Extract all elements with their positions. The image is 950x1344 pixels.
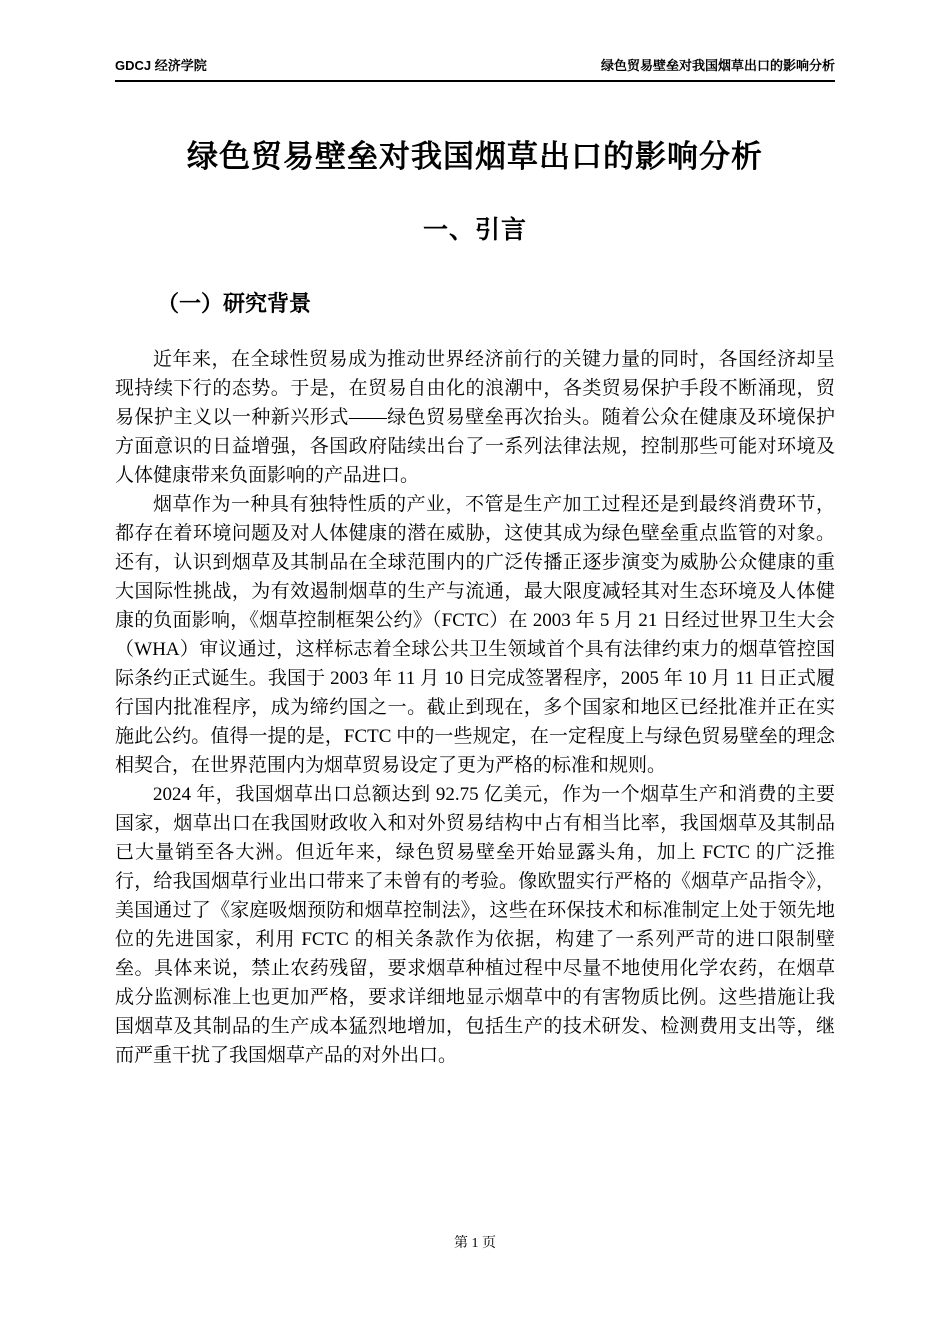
paragraph-2: 烟草作为一种具有独特性质的产业，不管是生产加工过程还是到最终消费环节，都存在着环境问题及对人体健康的潜在威胁，这使其成为绿色壁垒重点监管的对象。还有，认识到烟草及其制品在全球范围内的广泛传播正逐步演变为威胁公众健康的重大国际性挑战，为有效遏制烟草的生产与流通，最大限度减轻其对生态环境及人体健康的负面影响，《烟草控制框架公约》（FCTC）在 2003 年 5 月 21 日经过世界卫生大会（WHA）审议通过，这样标志着全球公共卫生领域首个具有法律约束力的烟草管控国际条约正式诞生。我国于 2003 年 11 月 10 日完成签署程序，2005 年 10 月 11 日正式履行国内批准程序，成为缔约国之一。截止到现在，多个国家和地区已经批准并正在实施此公约。值得一提的是，FCTC 中的一些规定，在一定程度上与绿色贸易壁垒的理念相契合，在世界范围内为烟草贸易设定了更为严格的标准和规则。 bbox=[115, 494, 835, 777]
document-title: 绿色贸易壁垒对我国烟草出口的影响分析 bbox=[187, 139, 763, 174]
page-footer bbox=[0, 1232, 950, 1252]
header-right-text: 绿色贸易壁垒对我国烟草出口的影响分析 bbox=[600, 58, 835, 73]
section-heading-introduction: 一、引言 bbox=[422, 215, 527, 244]
paragraph-1: 近年来，在全球性贸易成为推动世界经济前行的关键力量的同时，各国经济却呈现持续下行的态势。于是，在贸易自由化的浪潮中，各类贸易保护手段不断涌现，贸易保护主义以一种新兴形式——绿色贸易壁垒再次抬头。随着公众在健康及环境保护方面意识的日益增强，各国政府陆续出台了一系列法律法规，控制那些可能对环境及人体健康带来负面影响的产品进口。 bbox=[115, 349, 835, 487]
page-header bbox=[115, 55, 835, 82]
subsection-heading-research-background: （一）研究背景 bbox=[157, 290, 312, 316]
header-left-text: GDCJ 经济学院 bbox=[115, 58, 207, 73]
page-number: 第 1 页 bbox=[454, 1236, 496, 1251]
paragraph-3: 2024 年，我国烟草出口总额达到 92.75 亿美元，作为一个烟草生产和消费的主要国家，烟草出口在我国财政收入和对外贸易结构中占有相当比率，我国烟草及其制品已大量销至各大洲。但近年来，绿色贸易壁垒开始显露头角，加上 FCTC 的广泛推行，给我国烟草行业出口带来了未曾有的考验。像欧盟实行严格的《烟草产品指令》，美国通过了《家庭吸烟预防和烟草控制法》，这些在环保技术和标准制定上处于领先地位的先进国家，利用 FCTC 的相关条款作为依据，构建了一系列严苛的进口限制壁垒。具体来说，禁止农药残留，要求烟草种植过程中尽量不地使用化学农药，在烟草成分监测标准上也更加严格，要求详细地显示烟草中的有害物质比例。这些措施让我国烟草及其制品的生产成本猛烈地增加，包括生产的技术研发、检测费用支出等，继而严重干扰了我国烟草产品的对外出口。 bbox=[115, 784, 835, 1067]
